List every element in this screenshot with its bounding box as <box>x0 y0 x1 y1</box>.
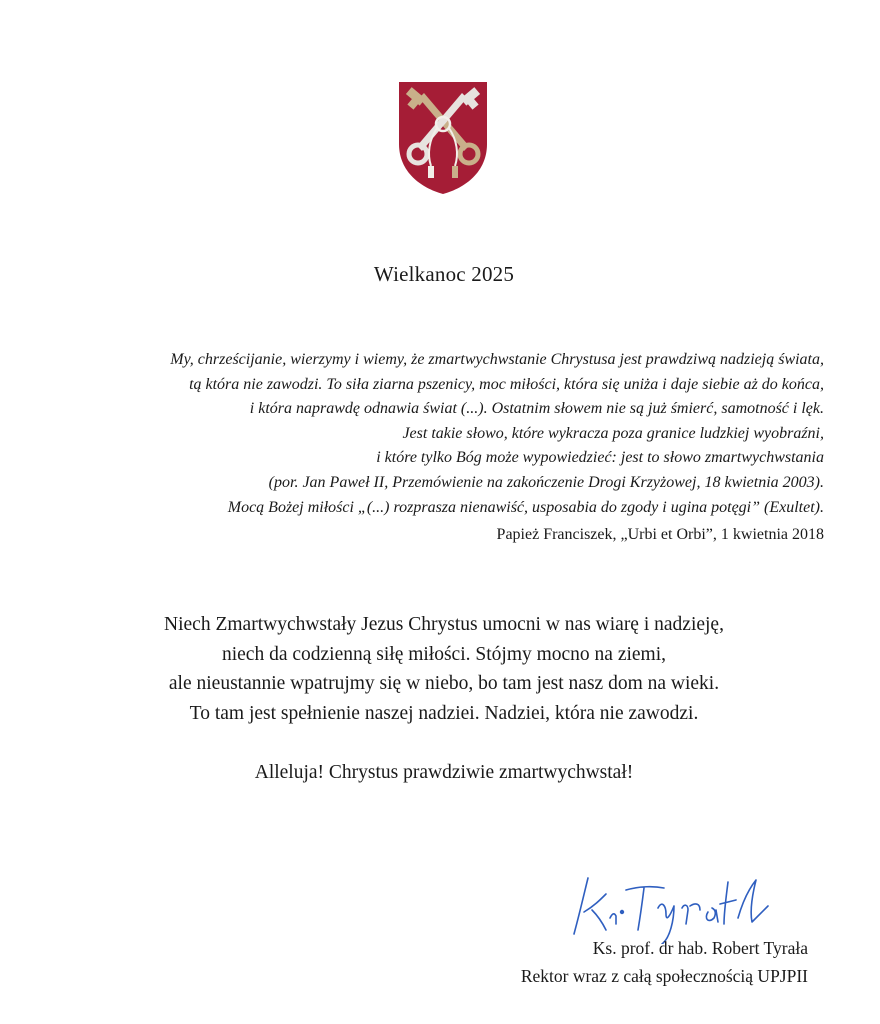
quote-line: My, chrześcijanie, wierzymy i wiemy, że zmartwychwstanie Chrystusa jest prawdziwą nadzieją świata, <box>170 351 824 368</box>
page-title: Wielkanoc 2025 <box>373 262 515 286</box>
signer-role: Rektor wraz z całą społecznością UPJPII <box>520 966 808 986</box>
coat-of-arms-crest-icon <box>397 80 489 196</box>
quote-line: (por. Jan Paweł II, Przemówienie na zakończenie Drogi Krzyżowej, 18 kwietnia 2003). <box>268 473 824 491</box>
wishes-line: ale nieustannie wpatrujmy się w niebo, bo tam jest nasz dom na wieki. <box>168 673 720 694</box>
easter-wishes <box>0 610 880 728</box>
quote-line: i które tylko Bóg może wypowiedzieć: jest to słowo zmartwychwstania <box>376 449 824 467</box>
quote-line: Mocą Bożej miłości „(...) rozprasza nienawiść, usposabia do zgody i ugina potęgi” (Exultet). <box>227 498 824 516</box>
wishes-line: niech da codzienną siłę miłości. Stójmy mocno na ziemi, <box>221 643 667 665</box>
quote-line: i która naprawdę odnawia świat (...). Ostatnim słowem nie są już śmierć, samotność i lęk. <box>249 400 824 418</box>
wishes-line: Niech Zmartwychwstały Jezus Chrystus umocni w nas wiarę i nadzieję, <box>164 614 724 635</box>
wishes-line: To tam jest spełnienie naszej nadziei. Nadziei, która nie zawodzi. <box>189 702 699 724</box>
closing-greeting: Alleluja! Chrystus prawdziwie zmartwychwstał! <box>254 762 634 783</box>
signer-name: Ks. prof. dr hab. Robert Tyrała <box>592 938 808 958</box>
signer-block <box>521 934 808 990</box>
handwritten-signature <box>566 860 802 944</box>
quote-line: tą która nie zawodzi. To siła ziarna pszenicy, moc miłości, która się uniża i daje siebie aż do końca, <box>189 375 824 393</box>
quote-line: Jest takie słowo, które wykracza poza granice ludzkiej wyobraźni, <box>402 424 824 442</box>
quote-attribution: Papież Franciszek, „Urbi et Orbi”, 1 kwietnia 2018 <box>496 526 824 543</box>
pope-quote <box>24 348 824 520</box>
